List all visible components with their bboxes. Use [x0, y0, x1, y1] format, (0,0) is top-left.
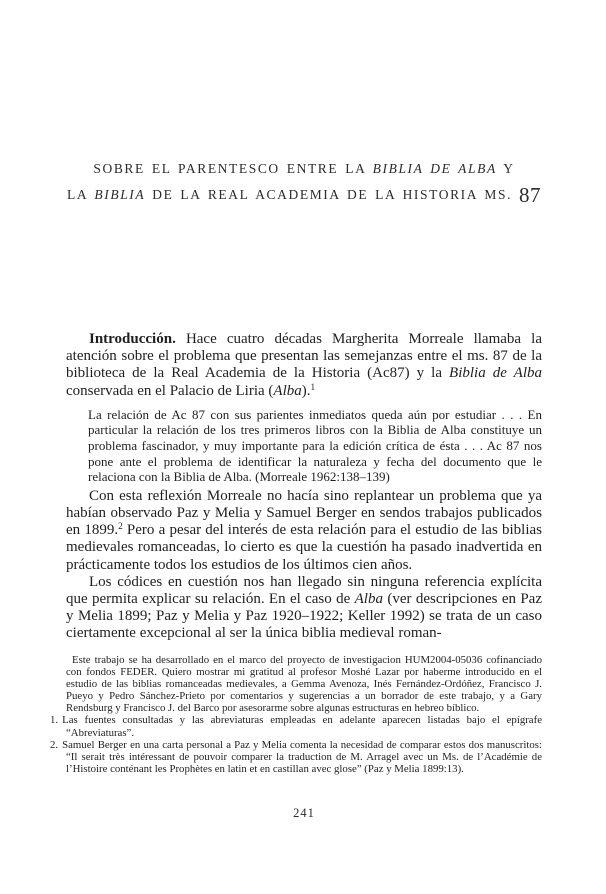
paragraph-2: Con esta reflexión Morreale no hacía sino replantear un problema que ya habían observado Paz y Melia y Samuel Berger en sendos trabajos publicados en 1899.$^2$ Pero a pesar del interés de esta relación para el estudio de las biblias medievales romanceadas, lo cierto es que la cuestión ha pasado inadvertida en prácticamente todos los estudios de los últimos cien años.	[66, 487, 542, 573]
article-title-line-2: LA BIBLIA DE LA REAL ACADEMIA DE LA HISTORIA MS. 87	[66, 183, 542, 207]
page-number: 241	[293, 806, 315, 820]
paragraph-introduction: Introducción. Hace cuatro décadas Margherita Morreale llamaba la atención sobre el problema que presentan las semejanzas entre el ms. 87 de la biblioteca de la Real Academia de la Historia (Ac87) y la Biblia de Alba conservada en el Palacio de Liria (Alba).$^1$	[66, 331, 542, 399]
paragraph-3: Los códices en cuestión nos han llegado sin ninguna referencia explícita que permita explicar su relación. En el caso de Alba (ver descripciones en Paz y Melia 1899; Paz y Melia y Paz 1920–1922; Keller 1992) se trata de un caso ciertamente excepcional al ser la única biblia medieval roman-	[66, 573, 542, 642]
footnote-2-text: Samuel Berger en una carta personal a Paz y Melia comenta la necesidad de comparar estos dos manuscritos: “Il serait très intéressant de pouvoir comparer la traduction de M. Arragel avec un Ms. de l’Académie de l’Histoire conténant les Prophètes en latin et en castillan avec glose” (Paz y Melia 1899:13).	[62, 738, 542, 775]
footnote-1-text: Las fuentes consultadas y las abreviaturas empleadas en adelante aparecen listadas bajo el epígrafe “Abreviaturas”.	[62, 714, 542, 739]
footnote-2-number: 2.	[50, 738, 59, 751]
footnote-2	[50, 738, 542, 775]
article-title	[66, 156, 542, 208]
article-title-line-1: SOBRE EL PARENTESCO ENTRE LA BIBLIA DE ALBA Y	[93, 161, 515, 176]
block-quote-morreale: La relación de Ac 87 con sus parientes inmediatos queda aún por estudiar . . . En particular la relación de los tres primeros libros con la Biblia de Alba constituye un problema fascinador, y muy importante para la edición crítica de ésta . . . Ac 87 nos pone ante el problema de identificar la naturaleza y fecha del documento que le relaciona con la Biblia de Alba. (Morreale 1962:138–139)	[88, 406, 542, 485]
footnotes-section	[50, 654, 542, 775]
footnote-1	[50, 714, 542, 739]
footnote-acknowledgment: Este trabajo se ha desarrollado en el marco del proyecto de investigacion HUM2004-05036 cofinanciado con fondos FEDER. Quiero mostrar mi gratitud al profesor Moshé Lazar por haberme introducido en el estudio de las biblias romanceadas medievales, a Gemma Avenoza, Inés Fernández-Ordóñez, Francisco J. Pueyo y Pedro Sánchez-Prieto por comentarios y sugerencias a un borrador de este trabajo, y a Gary Rendsburg y Francisco J. del Barco por asesorarme sobre algunas estructuras en hebreo bíblico.	[66, 654, 542, 715]
footnote-1-number: 1.	[50, 714, 59, 727]
article-body	[66, 331, 542, 643]
